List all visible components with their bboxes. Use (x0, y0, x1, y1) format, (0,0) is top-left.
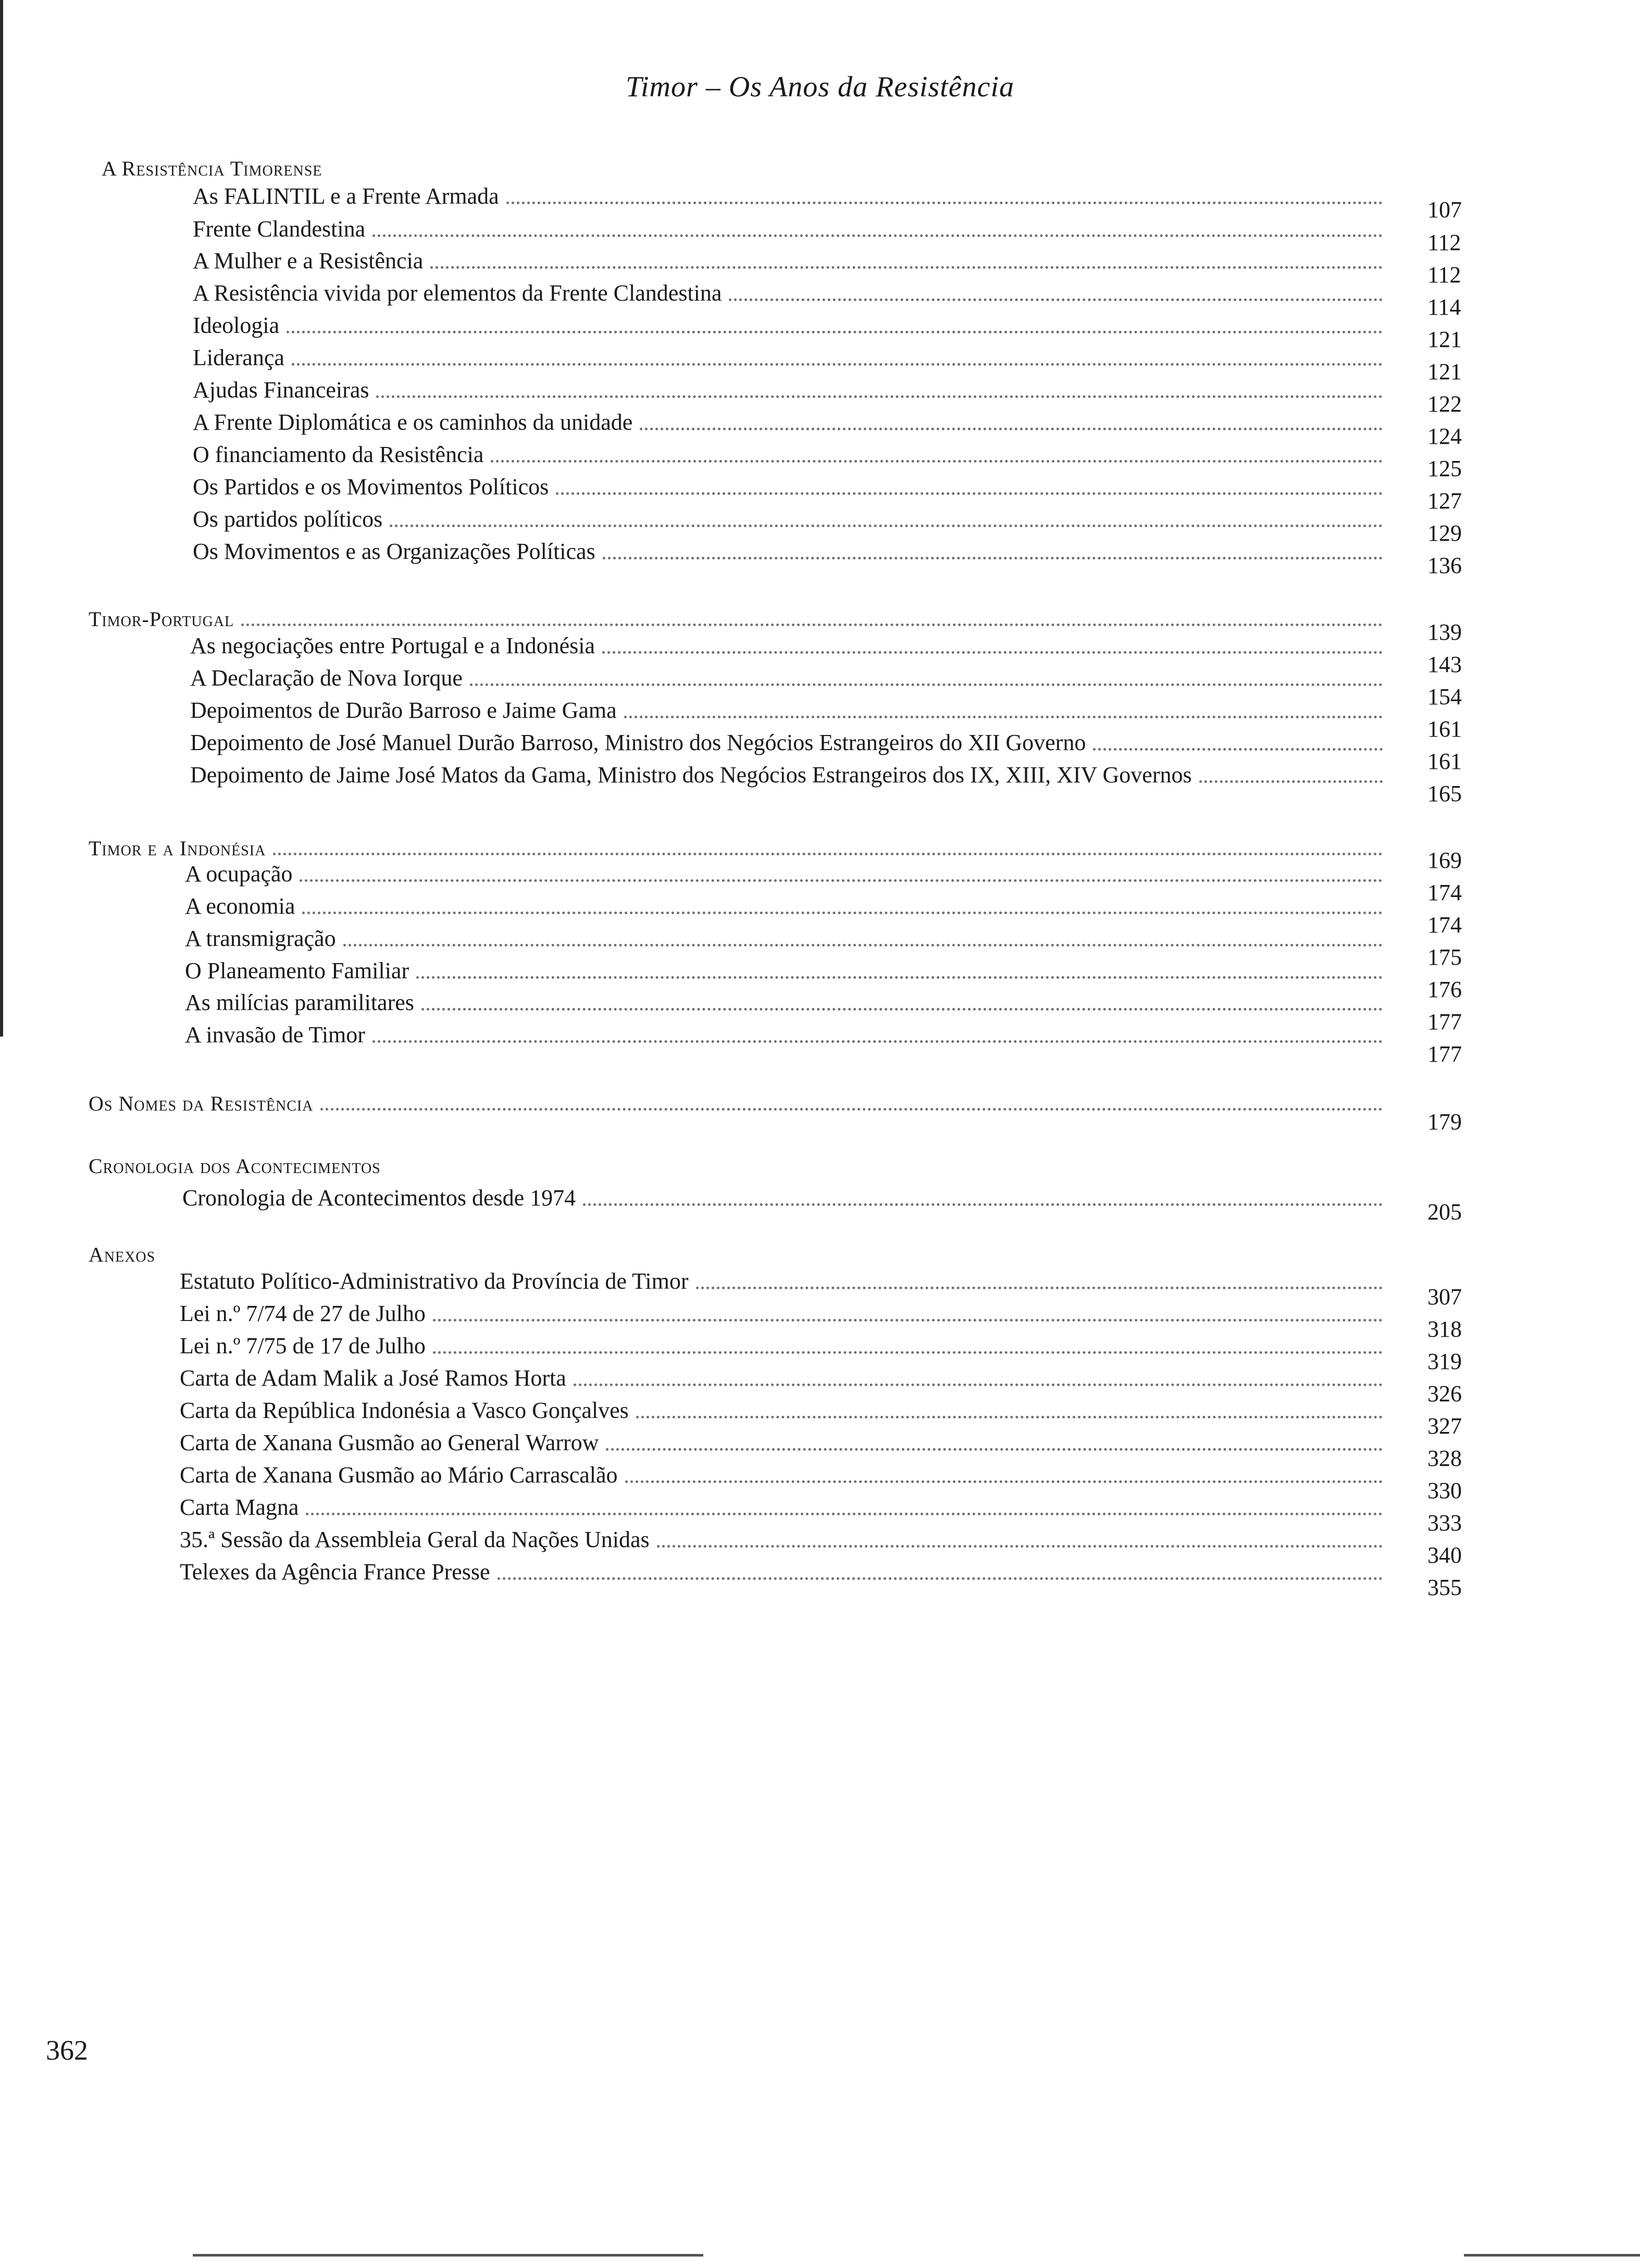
section-heading (89, 1154, 381, 1178)
toc-entry-title: Os Partidos e os Movimentos Políticos (193, 474, 549, 500)
toc-entry (190, 633, 1390, 659)
toc-entry (193, 248, 1390, 274)
toc-page-number: 333 (1427, 1510, 1462, 1536)
toc-page-number: 129 (1427, 520, 1462, 546)
toc-entry (193, 216, 1390, 242)
toc-page-number: 165 (1427, 781, 1462, 806)
section-heading (89, 1242, 155, 1267)
toc-entry-title: Telexes da Agência France Presse (180, 1559, 490, 1585)
toc-page-number: 174 (1427, 912, 1462, 938)
toc-page-number: 177 (1427, 1041, 1462, 1067)
toc-entry (180, 1430, 1390, 1456)
toc-entry-title: A Frente Diplomática e os caminhos da unidade (193, 409, 633, 435)
toc-page-number: 340 (1427, 1542, 1462, 1568)
dot-leader (292, 363, 1383, 366)
dot-leader (574, 1384, 1383, 1386)
toc-entry-title: A Declaração de Nova Iorque (190, 665, 463, 691)
toc-page-number: 114 (1427, 294, 1461, 320)
toc-entry (193, 474, 1390, 500)
toc-entry (180, 1268, 1390, 1294)
section-heading (89, 1091, 1390, 1116)
toc-entry (180, 1301, 1390, 1327)
dot-leader (376, 395, 1383, 398)
section-heading (102, 156, 322, 181)
toc-entry (190, 762, 1390, 788)
toc-entry (180, 1365, 1390, 1391)
dot-leader (433, 1351, 1383, 1354)
toc-entry (180, 1462, 1390, 1488)
toc-entry-title: A invasão de Timor (185, 1022, 365, 1048)
toc-page-number: 112 (1427, 230, 1461, 255)
toc-page-number: 154 (1427, 684, 1462, 709)
toc-entry-title: As milícias paramilitares (185, 990, 414, 1015)
dot-leader (470, 683, 1383, 686)
toc-page-number: 124 (1427, 423, 1462, 449)
dot-leader (1199, 780, 1383, 783)
dot-leader (498, 1577, 1383, 1580)
dot-leader (606, 1448, 1383, 1451)
dot-leader (273, 853, 1383, 855)
dot-leader (1093, 748, 1383, 751)
toc-entry-title: A transmigração (185, 926, 336, 951)
toc-page-number: 177 (1427, 1009, 1462, 1035)
toc-entry (180, 1494, 1390, 1521)
toc-page-number: 161 (1427, 749, 1462, 774)
toc-entry-title: A Mulher e a Resistência (193, 248, 424, 273)
dot-leader (602, 651, 1383, 654)
toc-entry-title: A ocupação (185, 861, 293, 887)
toc-page-number: 139 (1427, 619, 1462, 645)
toc-entry-title: Carta Magna (180, 1494, 299, 1520)
toc-entry-title: Carta de Xanana Gusmão ao General Warrow (180, 1430, 599, 1455)
toc-entry-title: Ajudas Financeiras (193, 377, 369, 403)
dot-leader (287, 331, 1383, 333)
toc-entry (193, 345, 1390, 371)
dot-leader (729, 298, 1383, 301)
toc-entry (185, 990, 1390, 1016)
toc-entry-title: A Resistência vivida por elementos da Frente Clandestina (193, 280, 722, 306)
dot-leader (390, 525, 1383, 527)
toc-entry (193, 280, 1390, 306)
section-heading (89, 836, 1390, 861)
toc-entry (193, 539, 1390, 565)
toc-page-number: 174 (1427, 880, 1462, 905)
toc-entry-title: Cronologia de Acontecimentos desde 1974 (182, 1185, 576, 1211)
toc-entry (185, 1022, 1390, 1048)
dot-leader (421, 1008, 1383, 1011)
dot-leader (320, 1108, 1383, 1111)
toc-entry (193, 377, 1390, 403)
toc-page-number: 175 (1427, 944, 1462, 970)
section-title: A Resistência Timorense (102, 157, 322, 180)
toc-page-number: 112 (1427, 262, 1461, 288)
toc-entry (185, 893, 1390, 919)
toc-entry-title: Depoimento de José Manuel Durão Barroso, Ministro dos Negócios Estrangeiros do XII Governo (190, 730, 1086, 755)
toc-page-number: 179 (1427, 1109, 1462, 1135)
toc-entry-title: Depoimento de Jaime José Matos da Gama, Ministro dos Negócios Estrangeiros dos IX, XIII, XIV Governos (190, 762, 1192, 788)
toc-page-number: 205 (1427, 1199, 1462, 1225)
toc-entry (193, 442, 1390, 468)
dot-leader (624, 716, 1383, 718)
toc-entry-title: Carta de Xanana Gusmão ao Mário Carrascalão (180, 1462, 618, 1488)
toc-page-number: 176 (1427, 977, 1462, 1002)
page-folio: 362 (46, 2035, 88, 2066)
toc-entry (182, 1185, 1390, 1211)
toc-entry-title: Depoimentos de Durão Barroso e Jaime Gama (190, 697, 617, 723)
toc-entry-title: Estatuto Político-Administrativo da Província de Timor (180, 1268, 689, 1294)
toc-page-number: 121 (1427, 359, 1462, 384)
dot-leader (506, 202, 1383, 204)
toc-entry-title: Carta de Adam Malik a José Ramos Horta (180, 1365, 566, 1391)
dot-leader (433, 1319, 1383, 1322)
toc-entry (180, 1559, 1390, 1585)
toc-page-number: 161 (1427, 716, 1462, 742)
toc-page-number: 318 (1427, 1316, 1462, 1342)
toc-entry-title: Os Movimentos e as Organizações Políticas (193, 539, 595, 564)
dot-leader (302, 912, 1383, 914)
toc-page-number: 307 (1427, 1284, 1462, 1310)
toc-entry-title: Lei n.º 7/75 de 17 de Julho (180, 1333, 426, 1359)
dot-leader (430, 266, 1383, 269)
section-title: Cronologia dos Acontecimentos (89, 1154, 381, 1178)
toc-page-number: 326 (1427, 1381, 1462, 1406)
dot-leader (372, 1040, 1383, 1043)
toc-entry (190, 730, 1390, 756)
toc-entry (185, 958, 1390, 984)
dot-leader (640, 428, 1383, 430)
toc-entry (180, 1333, 1390, 1359)
toc-page-number: 127 (1427, 488, 1462, 514)
dot-leader (491, 460, 1383, 463)
toc-entry-title: As FALINTIL e a Frente Armada (193, 183, 499, 209)
toc-entry (190, 697, 1390, 724)
dot-leader (603, 557, 1383, 559)
dot-leader (241, 624, 1383, 626)
toc-entry (193, 506, 1390, 532)
toc-entry-title: 35.ª Sessão da Assembleia Geral da Nações Unidas (180, 1527, 650, 1552)
toc-entry (193, 409, 1390, 435)
dot-leader (556, 492, 1383, 495)
toc-entry (190, 665, 1390, 691)
toc-entry-title: Frente Clandestina (193, 216, 366, 242)
toc-page-number: 327 (1427, 1413, 1462, 1439)
toc-page-number: 328 (1427, 1445, 1462, 1471)
dot-leader (657, 1545, 1383, 1548)
toc-entry (180, 1398, 1390, 1424)
dot-leader (372, 234, 1383, 237)
toc-entry-title: Liderança (193, 345, 284, 370)
toc-entry-title: Os partidos políticos (193, 506, 383, 532)
toc-entry-title: As negociações entre Portugal e a Indonésia (190, 633, 595, 658)
dot-leader (306, 1513, 1383, 1515)
toc-entry (185, 861, 1390, 887)
toc-page-number: 125 (1427, 456, 1462, 481)
toc-entry (193, 313, 1390, 339)
toc-entry-title: O financiamento da Resistência (193, 442, 484, 467)
toc-page-number: 355 (1427, 1575, 1462, 1600)
toc-page-number: 169 (1427, 848, 1462, 873)
dot-leader (625, 1480, 1383, 1483)
toc-page-number: 122 (1427, 391, 1462, 417)
toc-page-number: 143 (1427, 652, 1462, 677)
dot-leader (300, 879, 1383, 882)
toc-entry-title: Carta da República Indonésia a Vasco Gonçalves (180, 1398, 629, 1423)
toc-entry (180, 1527, 1390, 1553)
toc-entry-title: Lei n.º 7/74 de 27 de Julho (180, 1301, 426, 1326)
toc-entry-title: A economia (185, 893, 295, 919)
toc-page-number: 319 (1427, 1349, 1462, 1374)
running-head: Timor – Os Anos da Resistência (625, 71, 1015, 103)
section-title: Anexos (89, 1243, 156, 1266)
section-title: Timor e a Indonésia (89, 837, 266, 860)
dot-leader (636, 1416, 1383, 1418)
dot-leader (343, 944, 1383, 946)
section-title: Os Nomes da Resistência (89, 1092, 314, 1115)
dot-leader (416, 976, 1383, 979)
dot-leader (583, 1203, 1383, 1206)
section-title: Timor-Portugal (89, 607, 234, 631)
toc-page-number: 330 (1427, 1478, 1462, 1503)
toc-page-number: 121 (1427, 327, 1462, 352)
toc-entry (185, 926, 1390, 952)
toc-entry-title: Ideologia (193, 313, 280, 338)
dot-leader (696, 1287, 1383, 1289)
toc-page-number: 107 (1427, 197, 1462, 222)
toc-entry-title: O Planeamento Familiar (185, 958, 409, 983)
section-heading (89, 607, 1390, 631)
toc-page-number: 136 (1427, 553, 1462, 578)
toc-entry (193, 183, 1390, 209)
